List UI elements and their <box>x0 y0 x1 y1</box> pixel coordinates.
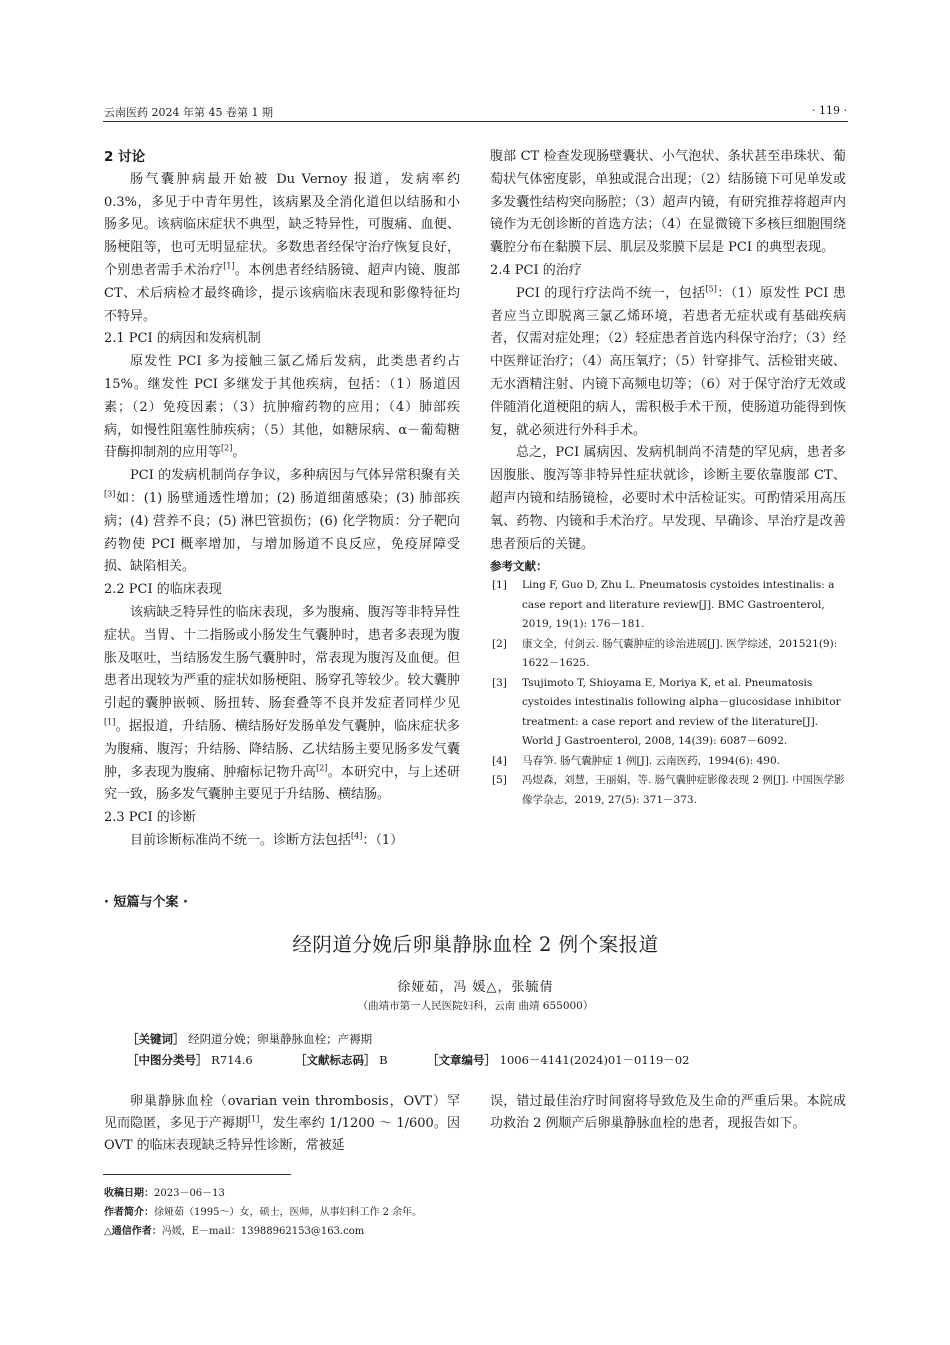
section-heading-discussion: 2 讨论 <box>104 149 146 165</box>
keywords-value: 经阴道分娩；卵巢静脉血栓；产褥期 <box>188 1032 373 1046</box>
article-title: 经阴道分娩后卵巢静脉血栓 2 例个案报道 <box>292 933 659 956</box>
keywords-line <box>127 1031 372 1047</box>
references-heading: 参考文献： <box>490 559 548 574</box>
reference-item: [5] 冯煜森，刘慧，王丽娟，等. 肠气囊肿症影像表现 2 例[J]. 中国医学影像学杂志，2019, 27(5): 371－373. <box>492 774 845 806</box>
reference-item: [4] 马春笋. 肠气囊肿症 1 例[J]. 云南医药，1994(6): 490. <box>492 754 780 767</box>
citation[interactable]: [2] <box>221 444 233 454</box>
section-tag: · 短篇与个案 · <box>104 895 188 910</box>
paragraph-diagnosis-cont: 腹部 CT 检查发现肠壁囊状、小气泡状、条状甚至串珠状、葡萄状气体密度影，单独或混合出现；（2）结肠镜下可见单发或多发囊性结构突向肠腔；（3）超声内镜，有研究推荐将超声内镜作为无创诊断的首选方法；（4）在显微镜下多核巨细胞围绕囊腔分布在黏膜下层、肌层及浆膜下层是 PCI 的典型表现。 <box>490 149 846 256</box>
left-column <box>104 146 460 853</box>
article-intro-paragraph-cont: 误，错过最佳治疗时间窗将导致危及生命的严重后果。本院成功救治 2 例顺产后卵巢静脉血栓的患者，现报告如下。 <box>490 1094 846 1131</box>
citation[interactable]: [2] <box>316 763 328 773</box>
affiliation: （曲靖市第一人民医院妇科，云南 曲靖 655000） <box>357 1000 594 1012</box>
paragraph-treatment: PCI 的现行疗法尚不统一，包括[5]：（1）原发性 PCI 患者应当立即脱离三氯乙烯环境，若患者无症状或有基础疾病者，仅需对症处理；（2）轻症患者首选内科保守治疗；（3）经中医辩证治疗；（4）高压氧疗；（5）针穿排气、活检钳夹破、无水酒精注射、内镜下高频电切等；（6）对于保守治疗无效或伴随消化道梗阻的病人，需积极手术干预，使肠道功能得到恢复，就必须进行外科手术。 <box>490 284 846 438</box>
subheading-2-1: 2.1 PCI 的病因和发病机制 <box>104 331 261 347</box>
article-body-right <box>490 1091 846 1135</box>
paragraph-summary: 总之，PCI 属病因、发病机制尚不清楚的罕见病，患者多因腹胀、腹泻等非特异性症状就诊，诊断主要依靠腹部 CT、超声内镜和结肠镜检，必要时术中活检证实。可酌情采用高压氧、药物、内镜和手术治疗。早发现、早确诊、早治疗是改善患者预后的关键。 <box>490 445 846 552</box>
reference-list <box>490 576 846 810</box>
subheading-2-2: 2.2 PCI 的临床表现 <box>104 582 222 598</box>
subheading-2-4: 2.4 PCI 的治疗 <box>490 262 582 278</box>
paragraph-clinical: 该病缺乏特异性的临床表现，多为腹痛、腹泻等非特异性症状。当胃、十二指肠或小肠发生气囊肿时，患者多表现为腹胀及呕吐，当结肠发生肠气囊肿时，常表现为腹泻及血便。但患者出现较为严重的症状如肠梗阻、肠穿孔等较少。较大囊肿引起的囊肿嵌顿、肠扭转、肠套叠等不良并发症者同样少见[1]。据报道，升结肠、横结肠好发肠单发气囊肿，临床症状多为腹痛、腹泻；升结肠、降结肠、乙状结肠主要见肠多发气囊肿，多表现为腹痛、肿瘤标记物升高[2]。本研究中，与上述研究一致，肠多发气囊肿主要见于升结肠、横结肠。 <box>104 604 460 803</box>
paragraph-intro: 肠气囊肿病最开始被 Du Vernoy 报道，发病率约 0.3%，多见于中青年男性，该病累及全消化道但以结肠和小肠多见。该病临床症状不典型，缺乏特异性，可腹痛、血便、肠梗阻等，也可无明显症状。多数患者经保守治疗恢复良好，个别患者需手术治疗[1]。本例患者经结肠镜、超声内镜、腹部 CT、术后病检才最终确诊，提示该病临床表现和影像特征均不特异。 <box>104 171 460 324</box>
paragraph-mechanism: PCI 的发病机制尚存争议，多种病因与气体异常积聚有关[3]如：(1) 肠壁通透性增加；(2) 肠道细菌感染；(3) 肺部疾病；(4) 营养不良；(5) 淋巴管损伤；(6) 化学物质：分子靶向药物使 PCI 概率增加，与增加肠道不良反应，免疫屏障受损、缺陷相关。 <box>104 468 460 575</box>
article-intro-paragraph: 卵巢静脉血栓（ovarian vein thrombosis，OVT）罕见而隐匿，多见于产褥期[1]，发生率约 1/1200 ～ 1/600。因 OVT 的临床表现缺乏特异性诊断，常被延 <box>104 1094 460 1153</box>
header-rule <box>103 121 848 122</box>
citation[interactable]: [4] <box>351 831 363 841</box>
paragraph-etiology: 原发性 PCI 多为接触三氯乙烯后发病，此类患者约占 15%。继发性 PCI 多继发于其他疾病，包括：（1）肠道因素；（2）免疫因素；（3）抗肿瘤药物的应用；（4）肺部疾病，如慢性阻塞性肺疾病；（5）其他，如糖尿病、α－葡萄糖苷酶抑制剂的应用等[2]。 <box>104 354 460 461</box>
right-column <box>490 146 846 810</box>
document-code: ［文献标志码］ B <box>295 1053 388 1067</box>
reference-item: [2] 康文全，付剑云. 肠气囊肿症的诊治进展[J]. 医学综述，201521(9): 1622－1625. <box>492 637 838 670</box>
citation[interactable]: [1] <box>223 261 235 271</box>
footnote-received: 收稿日期：2023－06－13 <box>104 1188 225 1199</box>
footnote-author: 作者简介：徐娅茹（1995～）女，硕士，医师，从事妇科工作 2 余年。 <box>104 1207 423 1218</box>
citation[interactable]: [1] <box>247 1114 260 1124</box>
footnote-rule <box>103 1174 291 1175</box>
page-number: · 119 · <box>812 104 847 117</box>
keywords-label: ［关键词］ <box>127 1032 185 1046</box>
subheading-2-3: 2.3 PCI 的诊断 <box>104 810 196 826</box>
reference-item: [1] Ling F, Guo D, Zhu L. Pneumatosis cystoides intestinalis: a case report and literature review[J]. BMC Gastroenterol, 2019, 19(1): 176－181. <box>492 579 835 631</box>
article-number: ［文章编号］ 1006－4141(2024)01－0119－02 <box>427 1053 690 1067</box>
reference-item: [3] Tsujimoto T, Shioyama E, Moriya K, et al. Pneumatosis cystoides intestinalis following alpha－glucosidase inhibitor treatment: a case report and review of the literature[J]. World J Gastroenterol, 2008, 14(39): 6087－6092. <box>492 676 841 748</box>
clc-code: ［中图分类号］ R714.6 <box>127 1053 253 1067</box>
citation[interactable]: [3] <box>104 489 116 499</box>
journal-header: 云南医药 2024 年第 45 卷第 1 期 <box>104 106 273 119</box>
footnote-corresponding: △通信作者：冯媛，E－mail：13988962153@163.com <box>104 1226 365 1237</box>
author-list: 徐娅茹，冯 媛△，张毓倩 <box>397 980 554 995</box>
citation[interactable]: [1] <box>104 717 116 727</box>
citation[interactable]: [5] <box>705 284 717 294</box>
paragraph-diagnosis: 目前诊断标准尚不统一。诊断方法包括[4]：（1） <box>130 831 404 848</box>
article-body-left <box>104 1091 460 1157</box>
